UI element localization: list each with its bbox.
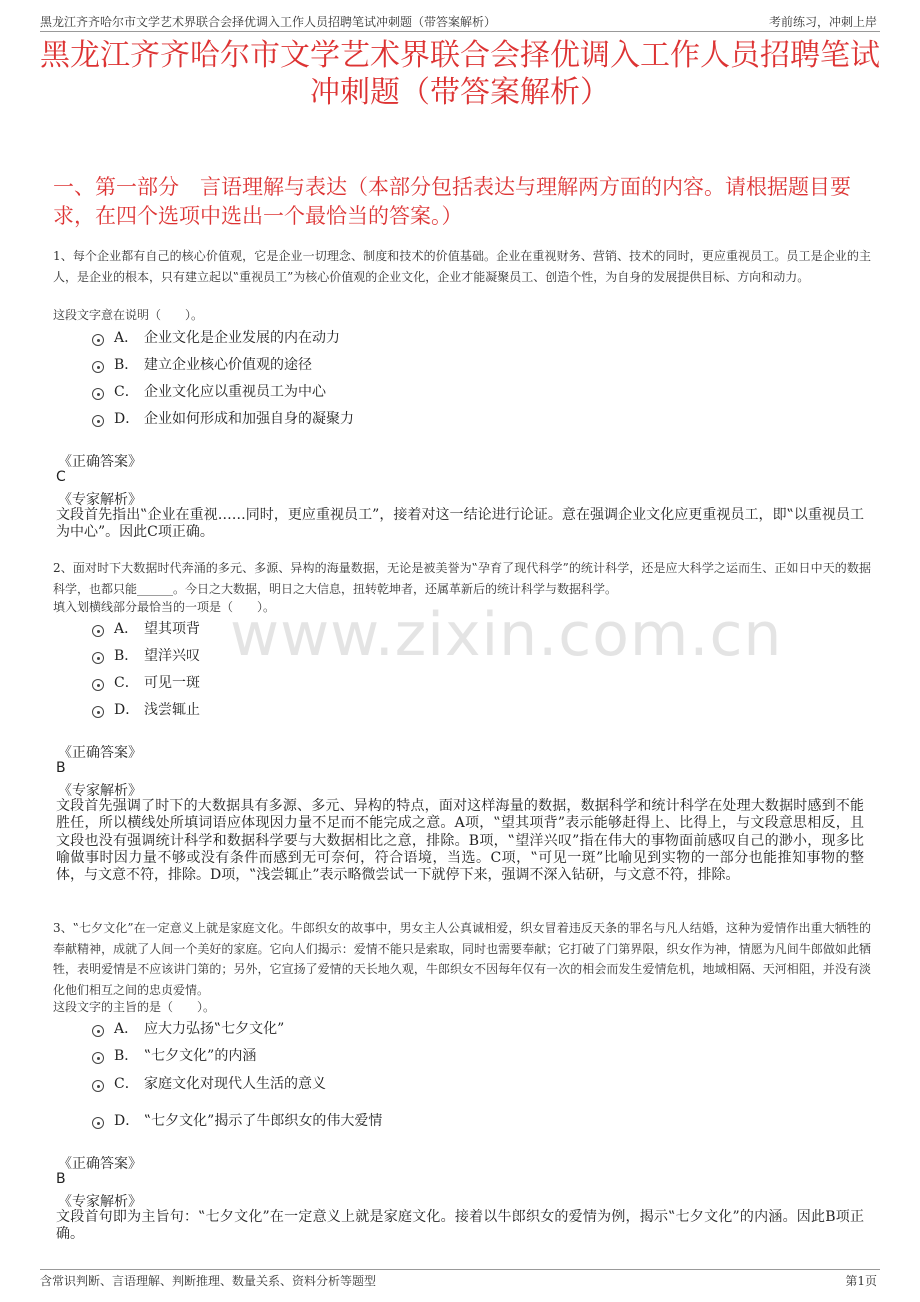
option-text: 望其项背 — [144, 621, 200, 637]
option-letter: B． — [114, 357, 139, 373]
question-1-prompt: 这段文字意在说明（ ）。 — [53, 308, 204, 322]
question-3-analysis: 文段首句即为主旨句：‟七夕文化”在一定意义上就是家庭文化。接着以牛郎织女的爱情为例，揭示‟七夕文化”的内涵。因此B项正确。 — [56, 1209, 864, 1243]
question-2-text: 2、面对时下大数据时代奔涌的多元、多源、异构的海量数据，无论是被美誉为‟孕育了现代科学”的统计科学，还是应大科学之运而生、正如日中天的数据科学，也都只能______。今日之大数据，明日之大信息，扭转乾坤者，还属革新后的统计科学与数据科学。 — [53, 561, 871, 596]
question-2-prompt: 填入划横线部分最恰当的一项是（ ）。 — [53, 600, 276, 614]
option-letter: B． — [114, 1048, 139, 1064]
question-3-option-a[interactable] — [92, 1018, 284, 1038]
question-3-option-d[interactable] — [92, 1110, 382, 1130]
header-slogan: 考前练习，冲刺上岸 — [768, 15, 877, 29]
option-letter: A． — [114, 621, 139, 637]
question-2-analysis-label: 《专家解析》 — [58, 783, 142, 799]
option-text: 企业文化是企业发展的内在动力 — [144, 330, 340, 346]
question-1-option-d[interactable] — [92, 408, 354, 428]
radio-icon[interactable] — [92, 679, 104, 691]
option-text: ‟七夕文化”揭示了牛郎织女的伟大爱情 — [144, 1113, 383, 1129]
header-divider — [40, 31, 880, 32]
question-1-text: 1、每个企业都有自己的核心价值观，它是企业一切理念、制度和技术的价值基础。企业在重视财务、营销、技术的同时，更应重视员工。员工是企业的主人，是企业的根本，只有建立起以‟重视员工”为核心价值观的企业文化，企业才能凝聚员工、创造个性，为自身的发展提供目标、方向和动力。 — [53, 249, 871, 284]
page-header — [0, 0, 920, 34]
radio-icon[interactable] — [92, 652, 104, 664]
question-1-option-c[interactable] — [92, 381, 326, 401]
question-3-option-c[interactable] — [92, 1073, 326, 1093]
option-letter: C． — [114, 1076, 139, 1092]
question-1-option-a[interactable] — [92, 327, 340, 347]
radio-icon[interactable] — [92, 361, 104, 373]
option-text: 建立企业核心价值观的途径 — [144, 357, 312, 373]
question-1-answer: C — [56, 469, 66, 485]
question-3-analysis-label: 《专家解析》 — [58, 1194, 142, 1210]
footer-topics: 含常识判断、言语理解、判断推理、数量关系、资料分析等题型 — [40, 1274, 377, 1288]
option-text: 望洋兴叹 — [144, 648, 200, 664]
option-letter: A． — [114, 330, 139, 346]
option-text: 家庭文化对现代人生活的意义 — [144, 1076, 326, 1092]
question-2-option-a[interactable] — [92, 618, 200, 638]
question-1-answer-label: 《正确答案》 — [58, 454, 142, 470]
question-2-option-d[interactable] — [92, 699, 200, 719]
option-text: 企业如何形成和加强自身的凝聚力 — [144, 411, 354, 427]
option-text: ‟七夕文化”的内涵 — [144, 1048, 257, 1064]
option-text: 可见一斑 — [144, 675, 200, 691]
watermark: www.zixin.com.cn — [230, 600, 783, 670]
radio-icon[interactable] — [92, 334, 104, 346]
option-letter: B． — [114, 648, 139, 664]
question-3-answer: B — [56, 1171, 66, 1187]
question-3-prompt: 这段文字的主旨的是（ ）。 — [53, 1000, 216, 1014]
question-3-option-b[interactable] — [92, 1045, 256, 1065]
header-doc-title: 黑龙江齐齐哈尔市文学艺术界联合会择优调入工作人员招聘笔试冲刺题（带答案解析） — [40, 15, 497, 29]
radio-icon[interactable] — [92, 415, 104, 427]
option-letter: D． — [114, 702, 140, 718]
option-letter: C． — [114, 675, 139, 691]
option-letter: D． — [114, 411, 140, 427]
question-1-analysis: 文段首先指出‟企业在重视……同时，更应重视员工”，接着对这一结论进行论证。意在强调企业文化应更重视员工，即‟以重视员工为中心”。因此C项正确。 — [56, 507, 864, 541]
radio-icon[interactable] — [92, 388, 104, 400]
radio-icon[interactable] — [92, 1052, 104, 1064]
option-text: 应大力弘扬‟七夕文化” — [144, 1021, 285, 1037]
radio-icon[interactable] — [92, 1080, 104, 1092]
question-2-option-b[interactable] — [92, 645, 200, 665]
question-2-option-c[interactable] — [92, 672, 200, 692]
footer-divider — [40, 1269, 880, 1270]
option-letter: D． — [114, 1113, 140, 1129]
question-1-analysis-label: 《专家解析》 — [58, 492, 142, 508]
radio-icon[interactable] — [92, 1117, 104, 1129]
page-title: 黑龙江齐齐哈尔市文学艺术界联合会择优调入工作人员招聘笔试冲刺题（带答案解析） — [40, 38, 880, 110]
page-number: 第1页 — [845, 1274, 877, 1288]
option-text: 浅尝辄止 — [144, 702, 200, 718]
radio-icon[interactable] — [92, 625, 104, 637]
question-3-answer-label: 《正确答案》 — [58, 1156, 142, 1172]
question-2-analysis: 文段首先强调了时下的大数据具有多源、多元、异构的特点，面对这样海量的数据，数据科学和统计科学在处理大数据时感到不能胜任，所以横线处所填词语应体现因力量不足而不能完成之意。A项，‟望其项背”表示能够赶得上、比得上，与文段意思相反，且文段也没有强调统计科学和数据科学要与大数据相比之意，排除。B项，‟望洋兴叹”指在伟大的事物面前感叹自己的渺小，现多比喻做事时因力量不够或没有条件而感到无可奈何，符合语境，当选。C项，‟可见一斑”比喻见到实物的一部分也能推知事物的整体，与文意不符，排除。D项，‟浅尝辄止”表示略微尝试一下就停下来，强调不深入钻研，与文意不符，排除。 — [56, 798, 864, 884]
option-letter: A． — [114, 1021, 139, 1037]
option-letter: C． — [114, 384, 139, 400]
question-2-answer: B — [56, 760, 66, 776]
question-2-answer-label: 《正确答案》 — [58, 745, 142, 761]
question-3-text: 3、‟七夕文化”在一定意义上就是家庭文化。牛郎织女的故事中，男女主人公真诚相爱，织女冒着违反天条的罪名与凡人结婚，这种为爱情作出重大牺牲的奉献精神，成就了人间一个美好的家庭。它向人们揭示：爱情不能只是索取，同时也需要奉献；它打破了门第界限，织女作为神，情愿为凡间牛郎做如此牺牲，表明爱情是不应该讲门第的；另外，它宣扬了爱情的天长地久观，牛郎织女不因每年仅有一次的相会而发生爱情危机，地域相隔、天河相阻，并没有淡化他们相互之间的忠贞爱情。 — [53, 921, 871, 997]
question-1-option-b[interactable] — [92, 354, 312, 374]
radio-icon[interactable] — [92, 706, 104, 718]
radio-icon[interactable] — [92, 1025, 104, 1037]
section-heading: 一、第一部分 言语理解与表达（本部分包括表达与理解两方面的内容。请根据题目要求，在四个选项中选出一个最恰当的答案。） — [53, 175, 851, 228]
option-text: 企业文化应以重视员工为中心 — [144, 384, 326, 400]
